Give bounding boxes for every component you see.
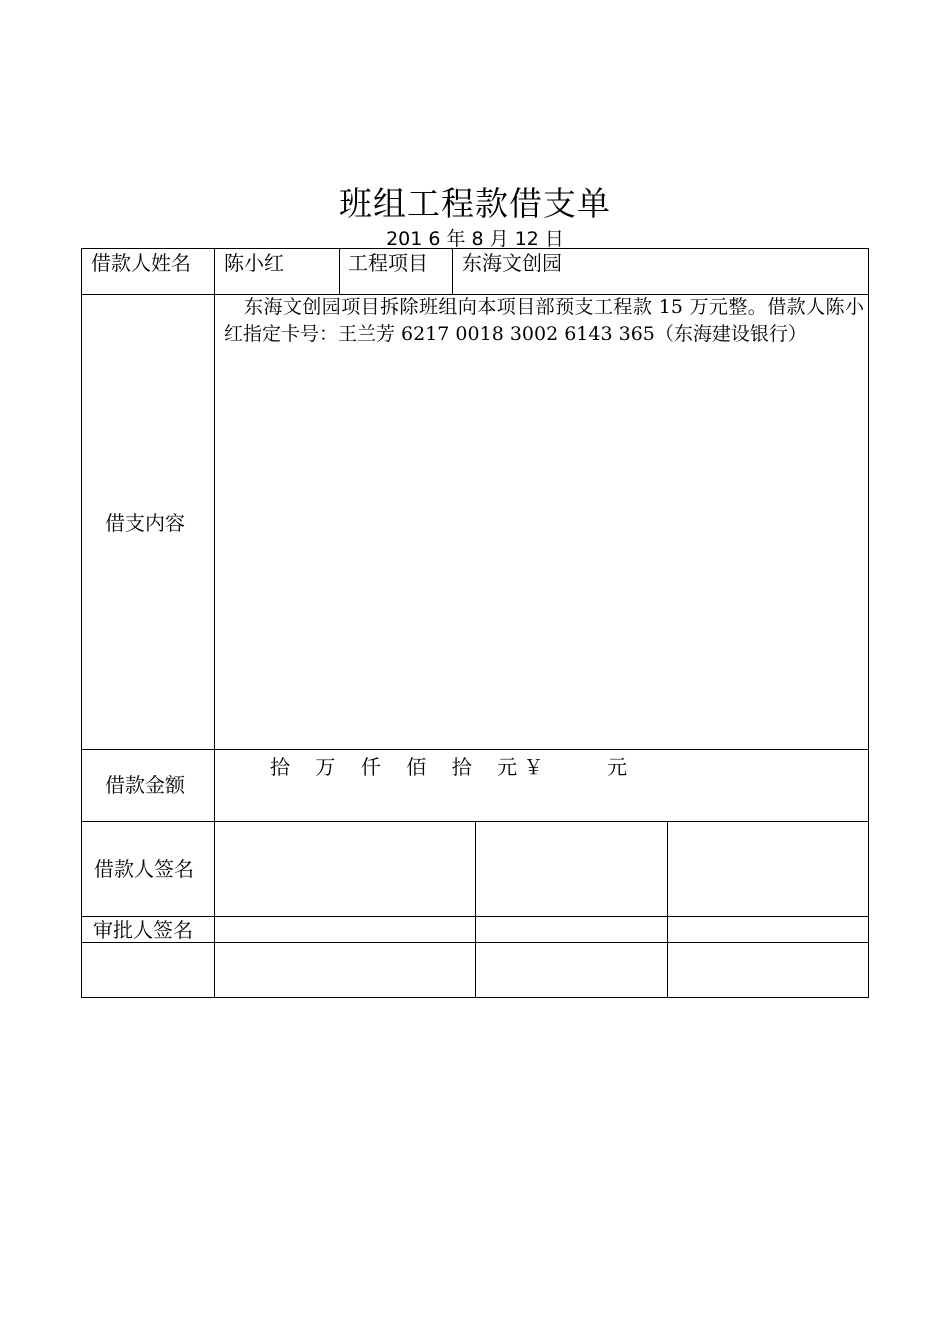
table-col-divider: [452, 248, 453, 295]
borrower-name-label: 借款人姓名: [91, 251, 191, 275]
table-border-top: [81, 248, 869, 249]
table-border-left: [81, 248, 82, 998]
content-text: 东海文创园项目拆除班组向本项目部预支工程款 15 万元整。借款人陈小红指定卡号：王兰芳 6217 0018 3002 6143 365（东海建设银行）: [224, 296, 864, 345]
document-date: 201 6 年 8 月 12 日: [386, 228, 564, 250]
amount-label: 借款金额: [105, 773, 185, 797]
project-label: 工程项目: [348, 251, 428, 275]
table-col-divider: [475, 821, 476, 998]
table-row-divider: [81, 749, 869, 750]
amount-units: 拾 万 仟 佰 拾 元 ￥ 元: [270, 755, 628, 779]
approver-signature-label: 审批人签名: [93, 918, 193, 942]
borrower-name-value: 陈小红: [224, 251, 284, 275]
content-label: 借支内容: [105, 511, 185, 535]
borrower-signature-label: 借款人签名: [94, 857, 194, 881]
table-col-divider: [667, 821, 668, 998]
document-title: 班组工程款借支单: [339, 184, 611, 223]
project-value: 东海文创园: [462, 251, 562, 275]
table-col-divider: [214, 248, 215, 998]
table-col-divider: [339, 248, 340, 295]
table-border-right: [868, 248, 869, 998]
